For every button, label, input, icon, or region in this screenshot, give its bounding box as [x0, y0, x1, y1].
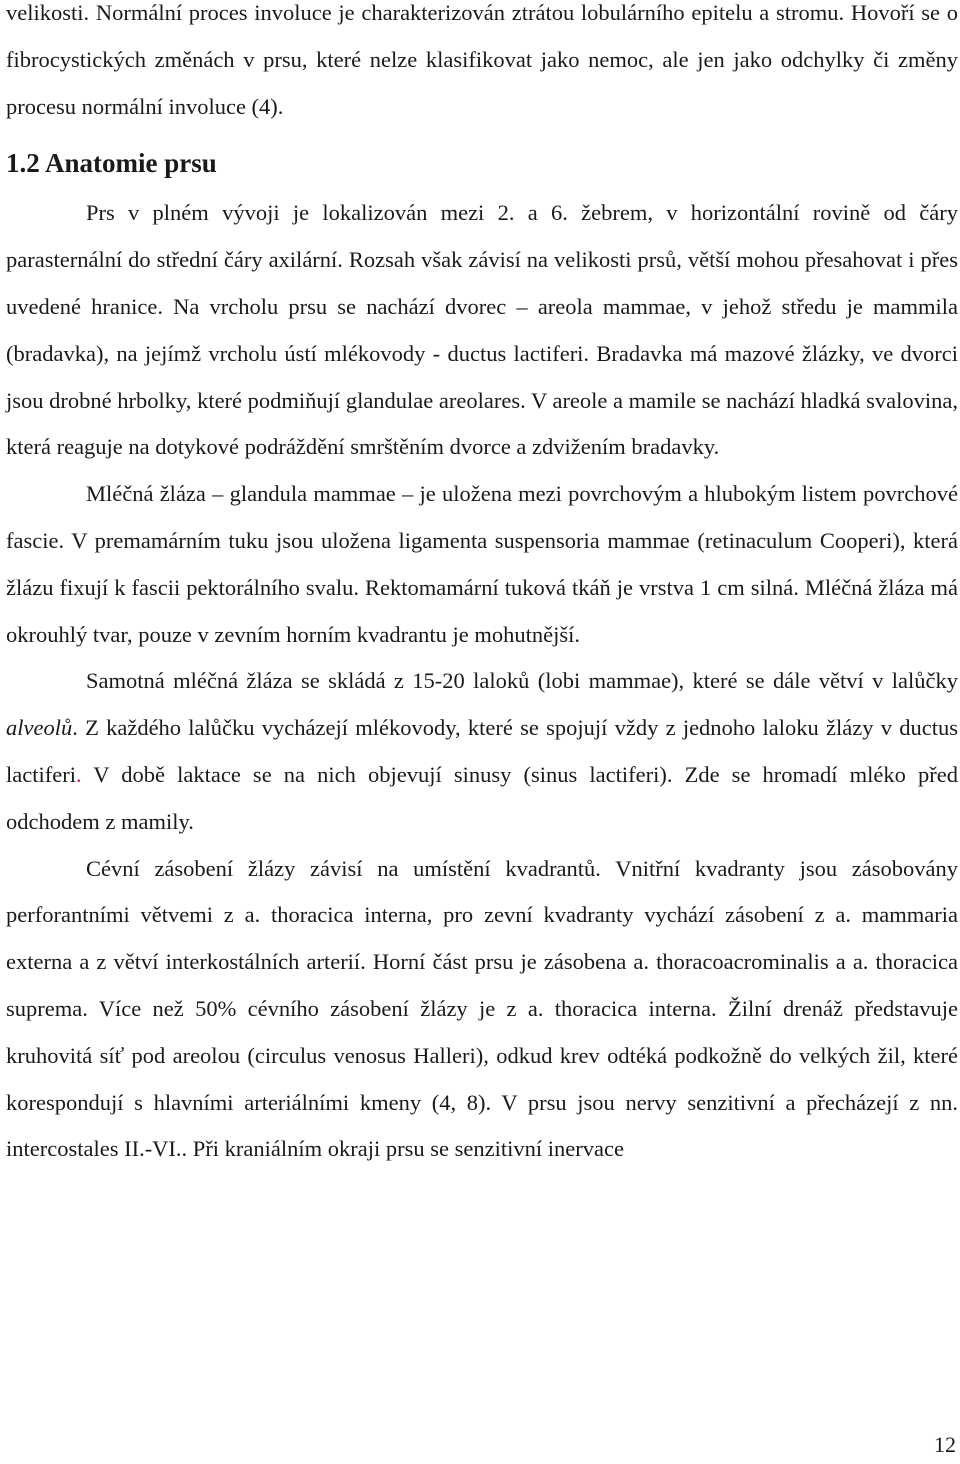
paragraph-lobes-text-c: V době laktace se na nich objevují sinusy (sinus lactiferi). Zde se hromadí mléko před odchodem z mamily. [6, 761, 958, 834]
paragraph-lobes-highlight: . [75, 761, 82, 787]
section-heading: 1.2 Anatomie prsu [6, 148, 217, 179]
paragraph-lobes-text-b: . Z každého lalůčku vycházejí mlékovody, které se spojují vždy z jednoho laloku žlázy v ductus lactiferi [6, 715, 958, 787]
paragraph-blood-supply: Cévní zásobení žlázy závisí na umístění kvadrantů. Vnitřní kvadranty jsou zásobovány perforantními větvemi z a. thoracica interna, pro zevní kvadranty vychází zásobení z a. mammaria externa a z větví interkostálních arterií. Horní část prsu je zásobena a. thoracoacrominalis a a. thoracica suprema. Více než 50% cévního zásobení žlázy je z a. thoracica interna. Žilní drenáž představuje kruhovitá síť pod areolou (circulus venosus Halleri), odkud krev odtéká podkožně do velkých žil, které korespondují s hlavními arteriálními kmeny (4, 8). V prsu jsou nervy senzitivní a přecházejí z nn. intercostales II.-VI.. Při kraniálním okraji prsu se senzitivní inervace [6, 855, 958, 1162]
paragraph-anatomy-location: Prs v plném vývoji je lokalizován mezi 2. a 6. žebrem, v horizontální rovině od čáry parasternální do střední čáry axilární. Rozsah však závisí na velikosti prsů, větší mohou přesahovat i přes uvedené hranice. Na vrcholu prsu se nachází dvorec – areola mammae, v jehož středu je mammila (bradavka), na jejímž vrcholu ústí mlékovody - ductus lactiferi. Bradavka má mazové žlázky, ve dvorci jsou drobné hrbolky, které podmiňují glandulae areolares. V areole a mamile se nachází hladká svalovina, která reaguje na dotykové podráždění smrštěním dvorce a zdvižením bradavky. [6, 200, 958, 460]
paragraph-lobes [6, 658, 958, 845]
paragraph-intro: velikosti. Normální proces involuce je charakterizován ztrátou lobulárního epitelu a stromu. Hovoří se o fibrocystických změnách v prsu, které nelze klasifikovat jako nemoc, ale jen jako odchylky či změny procesu normální involuce (4). [6, 0, 958, 119]
paragraph-lobes-text-a: Samotná mléčná žláza se skládá z 15-20 laloků (lobi mammae), které se dále větví v lalůčky [86, 668, 958, 694]
paragraph-mammary-gland: Mléčná žláza – glandula mammae – je uložena mezi povrchovým a hlubokým listem povrchové fascie. V premamárním tuku jsou uložena ligamenta suspensoria mammae (retinaculum Cooperi), která žlázu fixují k fascii pektorálního svalu. Rektomamární tuková tkáň je vrstva 1 cm silná. Mléčná žláza má okrouhlý tvar, pouze v zevním horním kvadrantu je mohutnější. [6, 481, 958, 647]
paragraph-lobes-italic: alveolů [6, 715, 73, 741]
document-page [6, 0, 958, 1173]
page-number: 12 [934, 1432, 956, 1457]
